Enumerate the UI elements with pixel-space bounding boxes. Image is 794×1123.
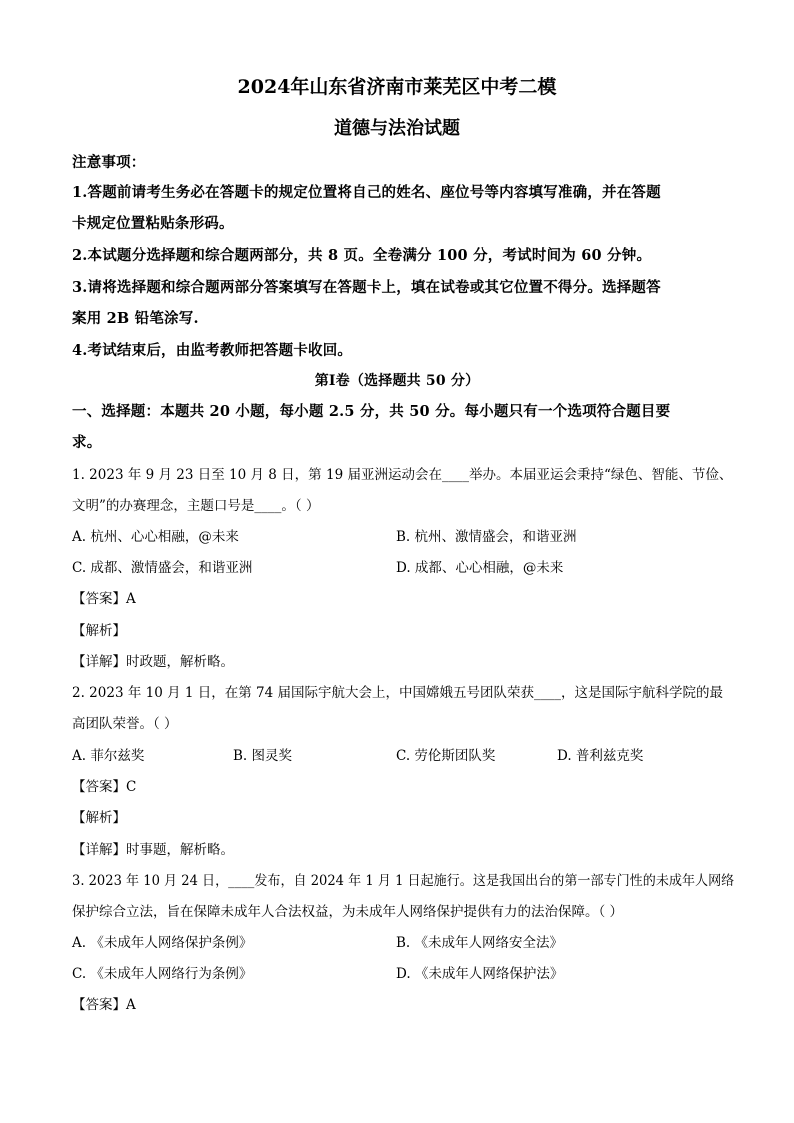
answer-label: 【答案】	[72, 591, 126, 607]
q1-detail	[72, 650, 234, 670]
q3-option-c: C. 《未成年人网络行为条例》	[72, 966, 253, 982]
part1-instruction-cont: 求。	[72, 434, 102, 451]
q3-stem: 3. 2023 年 10 月 24 日，____发布，自 2024 年 1 月 1 日起施行。这是我国出台的第一部专门性的未成年人网络	[72, 873, 735, 889]
q3-stem-cont: 保护综合立法，旨在保障未成年人合法权益，为未成年人网络保护提供有力的法治保障。（ ）	[72, 904, 624, 920]
q1-stem-cont: 文明”的办赛理念，主题口号是____。（ ）	[72, 498, 320, 514]
q1-option-c: C. 成都、激情盛会，和谐亚洲	[72, 560, 253, 576]
notice-item-3: 3.请将选择题和综合题两部分答案填写在答题卡上，填在试卷或其它位置不得分。选择题答	[72, 279, 661, 296]
q1-answer	[72, 587, 136, 607]
notice-item-4: 4.考试结束后，由监考教师把答题卡收回。	[72, 342, 353, 359]
q2-option-c: C. 劳伦斯团队奖	[396, 748, 496, 764]
q3-option-d: D. 《未成年人网络保护法》	[396, 966, 564, 982]
answer-value: C	[126, 779, 137, 795]
q2-detail	[72, 838, 234, 858]
detail-text: 时事题，解析略。	[126, 842, 234, 858]
q3-option-a: A. 《未成年人网络保护条例》	[72, 935, 253, 951]
part1-instruction: 一、选择题：本题共 20 小题，每小题 2.5 分，共 50 分。每小题只有一个选项符合题目要	[72, 403, 671, 420]
notice-item-1: 1.答题前请考生务必在答题卡的规定位置将自己的姓名、座位号等内容填写准确，并在答题	[72, 184, 661, 201]
notice-item-1-cont: 卡规定位置粘贴条形码。	[72, 215, 234, 232]
q1-option-b: B. 杭州、激情盛会，和谐亚洲	[396, 529, 577, 545]
detail-text: 时政题，解析略。	[126, 654, 234, 670]
answer-value: A	[126, 591, 136, 607]
q2-option-a: A. 菲尔兹奖	[72, 748, 145, 764]
q3-option-b: B. 《未成年人网络安全法》	[396, 935, 564, 951]
notice-item-3-cont: 案用 2B 铅笔涂写.	[72, 310, 199, 327]
notice-item-2: 2.本试题分选择题和综合题两部分，共 8 页。全卷满分 100 分，考试时间为 60 分钟。	[72, 247, 652, 264]
section-title: 第Ⅰ卷（选择题共 50 分）	[314, 373, 480, 389]
answer-value: A	[126, 997, 136, 1013]
detail-label: 【详解】	[72, 842, 126, 858]
answer-label: 【答案】	[72, 779, 126, 795]
page-title: 2024年山东省济南市莱芜区中考二模	[237, 76, 557, 98]
q2-option-b: B. 图灵奖	[233, 748, 293, 764]
page-subtitle: 道德与法治试题	[334, 118, 460, 139]
q2-stem: 2. 2023 年 10 月 1 日，在第 74 届国际宇航大会上，中国嫦娥五号团队荣获____，这是国际宇航科学院的最	[72, 685, 724, 701]
q2-answer	[72, 775, 136, 795]
q3-answer	[72, 993, 136, 1013]
q1-option-a: A. 杭州、心心相融，@未来	[72, 529, 239, 545]
q2-stem-cont: 高团队荣誉。（ ）	[72, 716, 178, 732]
detail-label: 【详解】	[72, 654, 126, 670]
q1-stem: 1. 2023 年 9 月 23 日至 10 月 8 日，第 19 届亚洲运动会在____举办。本届亚运会秉持“绿色、智能、节俭、	[72, 467, 733, 483]
notice-heading: 注意事项：	[72, 154, 146, 171]
q1-analysis: 【解析】	[72, 623, 126, 639]
q2-option-d: D. 普利兹克奖	[557, 748, 644, 764]
q2-analysis: 【解析】	[72, 810, 126, 826]
q1-option-d: D. 成都、心心相融，@未来	[396, 560, 564, 576]
answer-label: 【答案】	[72, 997, 126, 1013]
